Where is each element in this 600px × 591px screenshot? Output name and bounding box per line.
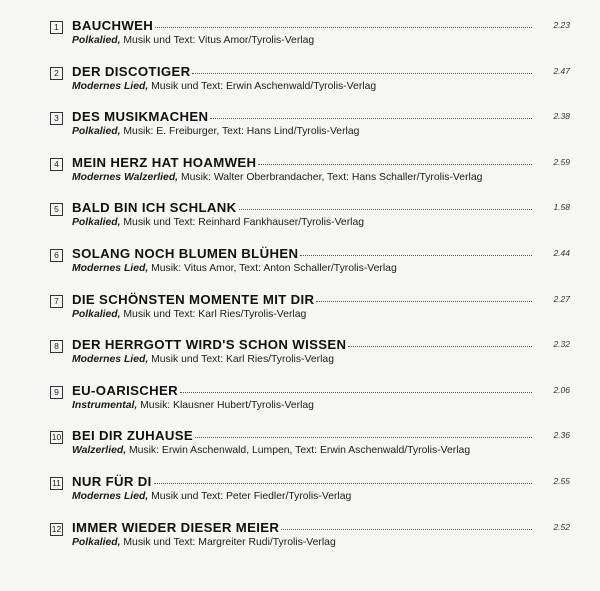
track-genre: Polkalied, (72, 217, 121, 229)
track-title-line (72, 520, 532, 535)
track-credit (72, 81, 376, 92)
track-credit (72, 172, 482, 183)
track-number: 6 (50, 249, 63, 262)
track-genre: Modernes Walzerlied, (72, 171, 179, 183)
track-genre: Walzerlied, (72, 445, 127, 457)
track-title: IMMER WIEDER DIESER MEIER (72, 519, 280, 535)
track-duration: 2.32 (553, 339, 570, 350)
track-genre: Modernes Lied, (72, 262, 149, 274)
track-credit-text: Musik und Text: Reinhard Fankhauser/Tyrolis-Verlag (120, 217, 365, 229)
track-title-line (72, 109, 532, 124)
dotted-leader (192, 73, 532, 74)
track-genre: Instrumental, (72, 399, 138, 411)
track-duration: 2.38 (553, 111, 570, 122)
track-duration: 2.55 (553, 475, 570, 486)
track-title: DER DISCOTIGER (72, 63, 191, 79)
track-item (50, 155, 570, 201)
track-title: BAUCHWEH (72, 18, 154, 33)
track-credit-text: Musik und Text: Vitus Amor/Tyrolis-Verlag (120, 35, 315, 46)
track-item (50, 428, 570, 474)
track-credit-text: Musik: E. Freiburger, Text: Hans Lind/Tyrolis-Verlag (120, 126, 360, 138)
track-duration: 2.06 (553, 384, 570, 395)
track-title-line (72, 428, 532, 443)
dotted-leader (300, 255, 532, 256)
track-credit-text: Musik und Text: Karl Ries/Tyrolis-Verlag (120, 308, 307, 320)
track-title-line (72, 383, 532, 398)
track-genre: Polkalied, (72, 308, 121, 320)
track-title: DIE SCHÖNSTEN MOMENTE MIT DIR (72, 291, 315, 307)
track-credit (72, 263, 397, 274)
track-genre: Modernes Lied, (72, 354, 149, 366)
track-title-line (72, 64, 532, 79)
track-duration: 2.36 (553, 430, 570, 441)
track-title: MEIN HERZ HAT HOAMWEH (72, 154, 257, 170)
track-credit (72, 445, 470, 456)
track-genre: Polkalied, (72, 126, 121, 138)
track-item (50, 18, 570, 64)
track-credit (72, 35, 314, 46)
track-credit (72, 491, 351, 502)
track-credit-text: Musik: Walter Oberbrandacher, Text: Hans Schaller/Tyrolis-Verlag (178, 171, 483, 183)
track-number: 8 (50, 340, 63, 353)
dotted-leader (239, 209, 532, 210)
track-genre: Modernes Lied, (72, 490, 149, 502)
track-title: NUR FÜR DI (72, 473, 152, 489)
track-credit-text: Musik und Text: Erwin Aschenwald/Tyrolis-Verlag (148, 80, 377, 92)
track-credit (72, 400, 314, 411)
track-duration: 2.23 (553, 20, 570, 30)
track-duration: 2.44 (553, 247, 570, 258)
track-number: 10 (51, 432, 62, 443)
dotted-leader (281, 529, 532, 530)
track-title-line (72, 337, 532, 352)
track-credit (72, 354, 334, 365)
track-number: 3 (50, 112, 63, 125)
track-credit-text: Musik und Text: Karl Ries/Tyrolis-Verlag (148, 354, 334, 366)
dotted-leader (180, 392, 532, 393)
dotted-leader (155, 27, 532, 28)
dotted-leader (348, 346, 532, 347)
track-duration: 2.27 (553, 293, 570, 304)
track-title-line (72, 18, 532, 33)
track-title-line (72, 474, 532, 489)
track-credit-text: Musik: Erwin Aschenwald, Lumpen, Text: Erwin Aschenwald/Tyrolis-Verlag (126, 445, 471, 457)
track-number: 4 (50, 158, 63, 171)
tracklist (50, 18, 570, 565)
track-number: 7 (50, 295, 63, 308)
track-credit-text: Musik und Text: Margreiter Rudi/Tyrolis-Verlag (120, 536, 336, 548)
track-credit (72, 217, 364, 228)
track-item (50, 64, 570, 110)
track-item (50, 520, 570, 566)
track-number: 2 (50, 67, 63, 80)
track-title: EU-OARISCHER (72, 382, 179, 398)
track-credit-text: Musik und Text: Peter Fiedler/Tyrolis-Verlag (148, 490, 352, 502)
track-title-line (72, 200, 532, 215)
dotted-leader (258, 164, 532, 165)
track-item (50, 246, 570, 292)
dotted-leader (316, 301, 532, 302)
track-title: DES MUSIKMACHEN (72, 109, 209, 125)
track-item (50, 200, 570, 246)
track-number: 1 (50, 21, 63, 34)
track-credit-text: Musik: Klausner Hubert/Tyrolis-Verlag (137, 399, 314, 411)
track-number: 5 (50, 203, 63, 216)
dotted-leader (195, 437, 532, 438)
track-title: BEI DIR ZUHAUSE (72, 428, 194, 444)
track-number: 11 (50, 477, 63, 490)
track-title-line (72, 292, 532, 307)
track-number: 12 (51, 523, 62, 534)
track-title: SOLANG NOCH BLUMEN BLÜHEN (72, 245, 299, 261)
track-genre: Modernes Lied, (72, 80, 149, 92)
track-credit (72, 537, 336, 548)
track-credit-text: Musik: Vitus Amor, Text: Anton Schaller/Tyrolis-Verlag (148, 262, 397, 274)
track-item (50, 292, 570, 338)
track-duration: 1.58 (553, 202, 570, 213)
track-title: DER HERRGOTT WIRD'S SCHON WISSEN (72, 337, 347, 353)
track-duration: 2.52 (553, 521, 570, 532)
track-number: 9 (50, 386, 63, 399)
track-genre: Polkalied, (72, 35, 121, 46)
dotted-leader (210, 118, 532, 119)
track-credit (72, 309, 306, 320)
track-item (50, 474, 570, 520)
track-genre: Polkalied, (72, 536, 121, 548)
track-item (50, 383, 570, 429)
track-item (50, 109, 570, 155)
dotted-leader (154, 483, 532, 484)
track-title-line (72, 155, 532, 170)
track-credit (72, 126, 359, 137)
track-duration: 2.59 (553, 156, 570, 167)
track-item (50, 337, 570, 383)
track-duration: 2.47 (553, 65, 570, 76)
track-title-line (72, 246, 532, 261)
track-title: BALD BIN ICH SCHLANK (72, 200, 237, 216)
